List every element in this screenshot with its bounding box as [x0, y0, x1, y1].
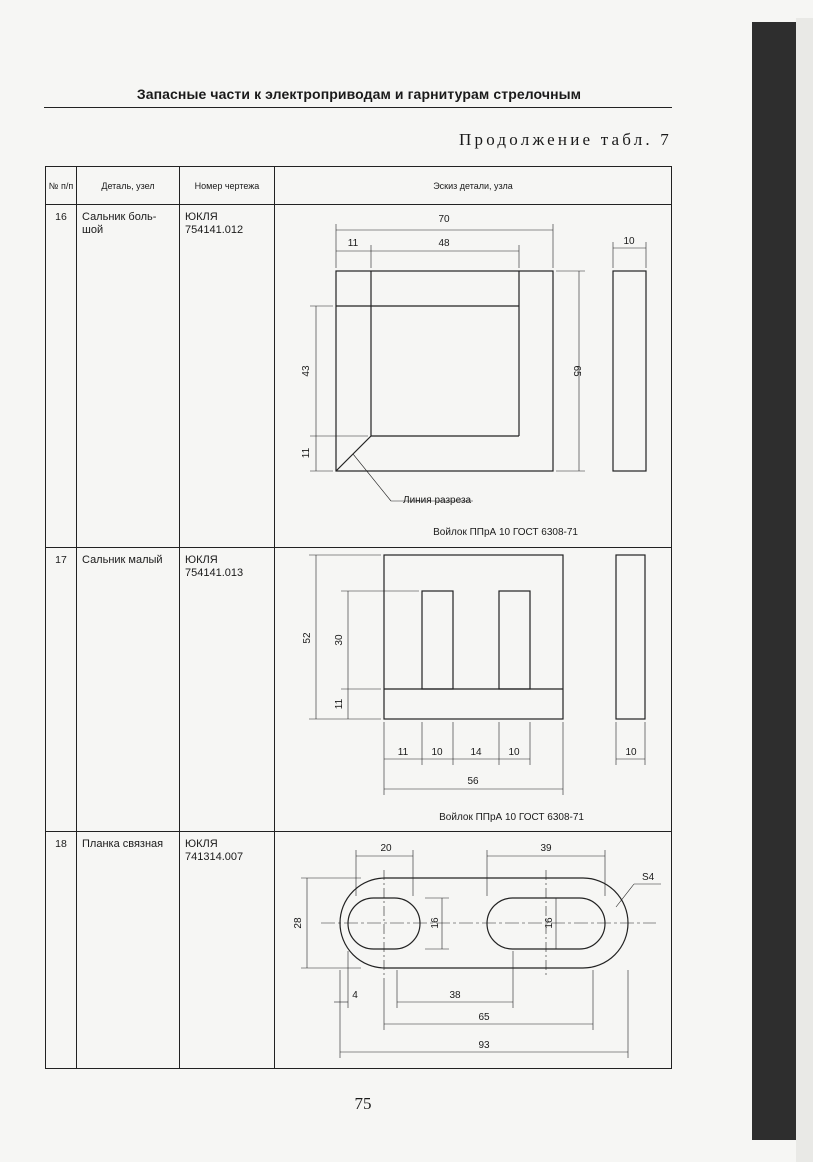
dim-48: 48	[438, 238, 450, 249]
dim-16: 16	[430, 917, 441, 929]
dim-30: 30	[334, 634, 345, 646]
dim-11: 11	[347, 238, 359, 249]
parts-table	[45, 166, 672, 1064]
dim-s4: S4	[642, 872, 655, 883]
table-row	[46, 548, 672, 832]
header-rule	[44, 107, 672, 108]
row-number: 17	[46, 548, 77, 832]
dim-56: 56	[467, 776, 479, 787]
dim-43: 43	[301, 365, 312, 377]
col-header-num: № п/п	[46, 167, 77, 205]
part-name: Планка связная	[77, 832, 180, 1069]
drawing-number: ЮКЛЯ 754141.013	[180, 548, 275, 832]
dim-28: 28	[293, 917, 304, 929]
table-row	[46, 205, 672, 548]
sketch-cell	[275, 548, 672, 832]
sketch-link-plate	[275, 832, 673, 1068]
table-row	[46, 832, 672, 1069]
part-name: Сальник малый	[77, 548, 180, 832]
dim-11-vertical: 11	[334, 698, 345, 710]
col-header-sketch: Эскиз детали, узла	[275, 167, 672, 205]
sketch-large-gland	[275, 205, 673, 547]
sketch-cell	[275, 832, 672, 1069]
dim-70: 70	[438, 214, 450, 225]
table-continuation-label: Продолжение табл. 7	[459, 130, 672, 149]
row-number: 16	[46, 205, 77, 548]
drawing-number: ЮКЛЯ 754141.012	[180, 205, 275, 548]
dim-93: 93	[478, 1040, 490, 1051]
material-note: Войлок ППрА 10 ГОСТ 6308-71	[439, 812, 584, 823]
sketch-small-gland	[275, 548, 673, 831]
part-name: Сальник боль-шой	[77, 205, 180, 548]
book-binding-shadow	[752, 22, 796, 1140]
cut-line-label: Линия разреза	[403, 495, 472, 506]
material-note: Войлок ППрА 10 ГОСТ 6308-71	[433, 527, 578, 538]
sketch-cell	[275, 205, 672, 548]
dim-52: 52	[302, 632, 313, 644]
dim-39: 39	[540, 843, 552, 854]
dim-10: 10	[623, 236, 635, 247]
dim-11: 11	[397, 747, 409, 758]
dim-4: 4	[352, 990, 358, 1001]
drawing-number: ЮКЛЯ 741314.007	[180, 832, 275, 1069]
col-header-drawing: Номер чертежа	[180, 167, 275, 205]
row-number: 18	[46, 832, 77, 1069]
dim-16: 16	[544, 917, 555, 929]
page-header: Запасные части к электроприводам и гарнитурам стрелочным	[136, 86, 582, 102]
dim-10-side: 10	[625, 747, 637, 758]
dim-38: 38	[449, 990, 461, 1001]
dim-10: 10	[508, 747, 520, 758]
dim-20: 20	[380, 843, 392, 854]
dim-65: 65	[571, 365, 582, 377]
col-header-part: Деталь, узел	[77, 167, 180, 205]
table-header-row	[46, 167, 672, 205]
dim-14: 14	[470, 747, 482, 758]
page-edge	[796, 18, 813, 1162]
page-number: 75	[354, 1094, 372, 1113]
dim-65: 65	[478, 1012, 490, 1023]
dim-11-vertical: 11	[301, 447, 312, 459]
dim-10: 10	[431, 747, 443, 758]
